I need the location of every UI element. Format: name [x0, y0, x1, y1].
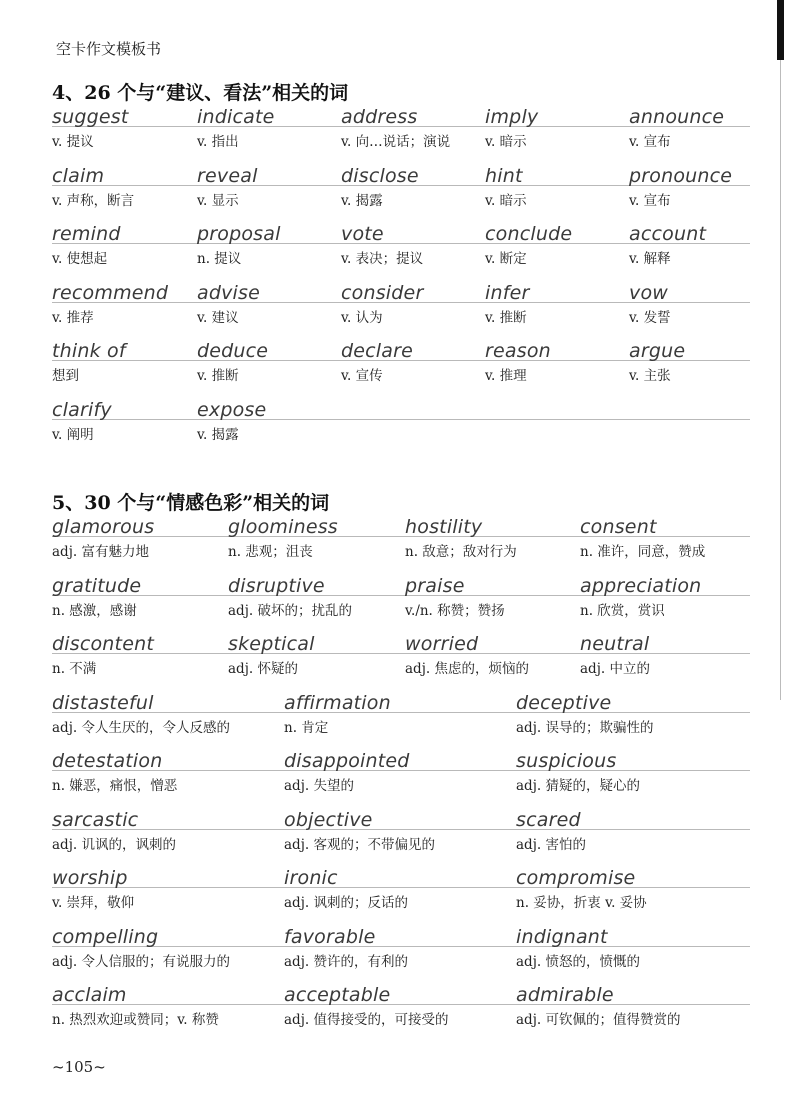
vocab-meaning: adj. 客观的；不带偏见的: [284, 836, 435, 853]
vocab-meaning: n. 不满: [52, 661, 97, 677]
vocab-entry: [284, 809, 435, 854]
vocab-row: [52, 750, 752, 809]
vocab-word: reveal: [197, 164, 258, 187]
vocab-word: clarify: [52, 398, 112, 421]
vocab-entry: [197, 340, 268, 385]
vocab-entry: [52, 575, 141, 620]
vocab-word: indignant: [516, 925, 608, 948]
vocab-meaning: adj. 失望的: [284, 778, 354, 794]
section-4-title: 4、26 个与“建议、看法”相关的词: [52, 82, 349, 104]
vocab-entry: [52, 340, 126, 385]
vocab-meaning: adj. 令人生厌的，令人反感的: [52, 719, 230, 736]
vocab-word: favorable: [284, 925, 376, 948]
vocab-word: praise: [405, 574, 465, 597]
vocab-row: [52, 575, 752, 634]
vocab-entry: [516, 809, 586, 854]
vocab-entry: [580, 516, 705, 561]
vocab-entry: [629, 223, 706, 268]
vocab-meaning: v. 表决；提议: [341, 251, 424, 267]
vocab-entry: [52, 867, 134, 912]
vocab-word: consent: [580, 516, 657, 538]
vocab-meaning: v. 推断: [197, 368, 239, 384]
vocab-row: [52, 809, 752, 868]
vocab-meaning: v. 显示: [197, 192, 239, 209]
vocab-meaning: adj. 破坏的；扰乱的: [228, 602, 352, 619]
vocab-word: remind: [52, 223, 121, 245]
vocab-meaning: adj. 令人信服的；有说服力的: [52, 953, 230, 970]
vocab-meaning: adj. 赞许的，有利的: [284, 953, 408, 970]
vocab-entry: [52, 223, 121, 268]
vocab-meaning: v. 发誓: [629, 309, 671, 326]
vocab-word: reason: [485, 340, 551, 362]
vocab-entry: [516, 867, 647, 912]
vocab-word: objective: [284, 808, 373, 831]
vocab-word: disruptive: [228, 574, 325, 597]
vocab-word: acceptable: [284, 984, 391, 1006]
vocab-row: [52, 926, 752, 985]
section-5-vocab-grid: [52, 516, 752, 1043]
vocab-row: [52, 223, 752, 282]
vocab-word: gloominess: [228, 516, 338, 538]
vocab-word: indicate: [197, 106, 275, 128]
vocab-word: vote: [341, 223, 384, 245]
vocab-word: sarcastic: [52, 808, 139, 831]
page-number: ~105~: [52, 1058, 106, 1076]
vocab-word: disappointed: [284, 750, 410, 772]
vocab-entry: [284, 750, 410, 795]
vocab-meaning: v. 向…说话；演说: [341, 134, 451, 150]
vocab-word: vow: [629, 281, 669, 304]
vocab-entry: [284, 926, 408, 971]
vocab-meaning: adj. 富有魅力地: [52, 544, 149, 560]
vocab-entry: [197, 399, 266, 444]
vocab-entry: [197, 282, 260, 327]
vocab-entry: [485, 340, 551, 385]
vocab-entry: [52, 809, 176, 854]
vocab-meaning: adj. 中立的: [580, 661, 650, 677]
vocab-word: appreciation: [580, 574, 702, 597]
vocab-word: conclude: [485, 223, 573, 245]
vocab-word: skeptical: [228, 633, 315, 655]
vocab-entry: [284, 867, 408, 912]
vocab-entry: [52, 692, 230, 737]
vocab-row: [52, 399, 752, 458]
vocab-meaning: v. 推断: [485, 309, 527, 326]
vocab-word: compelling: [52, 925, 159, 948]
vocab-entry: [516, 750, 640, 795]
vocab-entry: [405, 516, 517, 561]
vocab-entry: [629, 106, 724, 151]
vocab-word: infer: [485, 281, 530, 304]
vocab-entry: [405, 575, 505, 620]
vocab-meaning: adj. 误导的；欺骗性的: [516, 719, 654, 736]
vocab-word: suspicious: [516, 750, 617, 772]
vocab-word: expose: [197, 398, 267, 421]
vocab-meaning: v. 崇拜，敬仰: [52, 895, 135, 911]
vocab-meaning: v. 建议: [197, 309, 239, 326]
vocab-entry: [197, 223, 281, 268]
vocab-entry: [52, 282, 168, 327]
vocab-meaning: v. 断定: [485, 251, 527, 267]
vocab-entry: [629, 282, 671, 327]
vocab-entry: [516, 984, 680, 1029]
vocab-word: disclose: [341, 164, 419, 187]
vocab-entry: [341, 223, 423, 268]
vocab-word: compromise: [516, 867, 636, 889]
vocab-entry: [485, 282, 530, 327]
vocab-meaning: adj. 愤怒的，愤慨的: [516, 953, 640, 970]
vocab-entry: [52, 984, 219, 1029]
vocab-entry: [580, 575, 701, 620]
vocab-word: declare: [341, 340, 414, 362]
vocab-word: account: [629, 223, 707, 245]
vocab-meaning: v. 使想起: [52, 251, 108, 267]
vocab-word: hostility: [405, 516, 483, 538]
vocab-meaning: v. 提议: [52, 134, 94, 150]
vocab-entry: [197, 165, 258, 210]
vocab-word: ironic: [284, 867, 338, 889]
vocab-entry: [52, 633, 154, 678]
vocab-entry: [341, 165, 419, 210]
vocab-word: advise: [197, 281, 261, 304]
vocab-word: neutral: [580, 633, 650, 655]
vocab-entry: [405, 633, 529, 678]
vocab-meaning: 想到: [52, 368, 79, 384]
vocab-meaning: v. 阐明: [52, 426, 94, 443]
vocab-entry: [485, 106, 538, 151]
vocab-word: recommend: [52, 281, 169, 304]
page-edge-mark: [777, 0, 784, 60]
vocab-word: deduce: [197, 340, 269, 362]
vocab-entry: [580, 633, 650, 678]
vocab-meaning: v. 宣布: [629, 134, 671, 150]
vocab-entry: [52, 165, 134, 210]
vocab-meaning: v. 暗示: [485, 192, 527, 209]
vocab-word: address: [341, 106, 418, 128]
vocab-row: [52, 282, 752, 341]
vocab-meaning: v. 声称，断言: [52, 192, 135, 209]
vocab-entry: [629, 340, 685, 385]
vocab-word: glamorous: [52, 516, 155, 538]
vocab-entry: [284, 692, 391, 737]
vocab-entry: [197, 106, 275, 151]
vocab-meaning: n. 敌意；敌对行为: [405, 544, 517, 560]
vocab-entry: [341, 340, 413, 385]
vocab-row: [52, 867, 752, 926]
vocab-meaning: n. 妥协，折衷 v. 妥协: [516, 895, 647, 911]
vocab-meaning: v. 推理: [485, 368, 527, 384]
vocab-meaning: v. 认为: [341, 309, 383, 326]
section-5-title: 5、30 个与“情感色彩”相关的词: [52, 492, 330, 514]
vocab-word: worship: [52, 867, 128, 889]
writing-guide-line: [52, 419, 750, 420]
vocab-row: [52, 984, 752, 1043]
vocab-meaning: adj. 怀疑的: [228, 661, 298, 677]
vocab-entry: [629, 165, 732, 210]
vocab-word: affirmation: [284, 691, 391, 714]
vocab-entry: [52, 926, 230, 971]
vocab-row: [52, 106, 752, 165]
vocab-meaning: n. 肯定: [284, 719, 329, 736]
page-edge-line: [780, 60, 781, 700]
vocab-meaning: n. 嫌恶，痛恨，憎恶: [52, 778, 178, 794]
vocab-meaning: adj. 可钦佩的；值得赞赏的: [516, 1012, 681, 1028]
vocab-word: scared: [516, 808, 581, 831]
vocab-word: imply: [485, 106, 539, 128]
vocab-word: announce: [629, 106, 725, 128]
vocab-entry: [341, 106, 450, 151]
vocab-word: admirable: [516, 984, 614, 1006]
vocab-meaning: n. 热烈欢迎或赞同；v. 称赞: [52, 1012, 219, 1028]
vocab-word: distasteful: [52, 691, 154, 714]
vocab-meaning: n. 准许，同意，赞成: [580, 544, 706, 560]
vocab-meaning: n. 提议: [197, 251, 242, 267]
vocab-entry: [341, 282, 423, 327]
vocab-word: consider: [341, 281, 424, 304]
vocab-meaning: n. 悲观；沮丧: [228, 544, 313, 560]
vocab-word: proposal: [197, 223, 281, 245]
vocab-meaning: adj. 焦虑的，烦恼的: [405, 661, 529, 677]
vocab-meaning: adj. 讥讽的，讽刺的: [52, 836, 176, 853]
vocab-word: deceptive: [516, 691, 612, 714]
vocab-meaning: v. 解释: [629, 251, 671, 267]
vocab-word: discontent: [52, 633, 154, 655]
vocab-meaning: adj. 害怕的: [516, 836, 586, 853]
vocab-word: detestation: [52, 750, 163, 772]
vocab-meaning: v. 指出: [197, 134, 239, 150]
vocab-entry: [228, 516, 338, 561]
vocab-meaning: n. 感激，感谢: [52, 602, 137, 619]
vocab-word: gratitude: [52, 574, 142, 597]
vocab-meaning: v. 暗示: [485, 134, 527, 150]
vocab-entry: [284, 984, 448, 1029]
vocab-meaning: adj. 值得接受的，可接受的: [284, 1012, 449, 1028]
vocab-meaning: adj. 讽刺的；反话的: [284, 895, 408, 911]
vocab-entry: [485, 223, 572, 268]
vocab-meaning: v./n. 称赞；赞扬: [405, 602, 505, 619]
vocab-entry: [228, 575, 352, 620]
vocab-entry: [228, 633, 315, 678]
vocab-row: [52, 340, 752, 399]
vocab-row: [52, 692, 752, 751]
vocab-meaning: adj. 猜疑的，疑心的: [516, 778, 640, 794]
vocab-word: argue: [629, 340, 686, 362]
book-header: 空卡作文模板书: [56, 40, 162, 58]
vocab-word: think of: [52, 340, 126, 362]
vocab-meaning: v. 揭露: [341, 192, 383, 209]
vocab-entry: [52, 399, 112, 444]
vocab-row: [52, 633, 752, 692]
vocab-word: acclaim: [52, 984, 127, 1006]
vocab-entry: [52, 750, 177, 795]
vocab-meaning: v. 宣传: [341, 368, 383, 384]
vocab-word: pronounce: [629, 164, 733, 187]
section-4-vocab-grid: [52, 106, 752, 457]
vocab-meaning: n. 欣赏，赏识: [580, 602, 665, 619]
vocab-entry: [516, 926, 640, 971]
vocab-word: suggest: [52, 106, 129, 128]
vocab-meaning: v. 主张: [629, 368, 671, 384]
vocab-entry: [52, 516, 154, 561]
vocab-entry: [485, 165, 527, 210]
vocab-word: claim: [52, 164, 105, 187]
vocab-meaning: v. 宣布: [629, 192, 671, 209]
vocab-word: hint: [485, 164, 523, 187]
vocab-entry: [516, 692, 653, 737]
vocab-entry: [52, 106, 129, 151]
vocab-row: [52, 165, 752, 224]
vocab-row: [52, 516, 752, 575]
vocab-meaning: v. 揭露: [197, 426, 239, 443]
vocab-meaning: v. 推荐: [52, 309, 94, 326]
vocab-word: worried: [405, 633, 479, 655]
